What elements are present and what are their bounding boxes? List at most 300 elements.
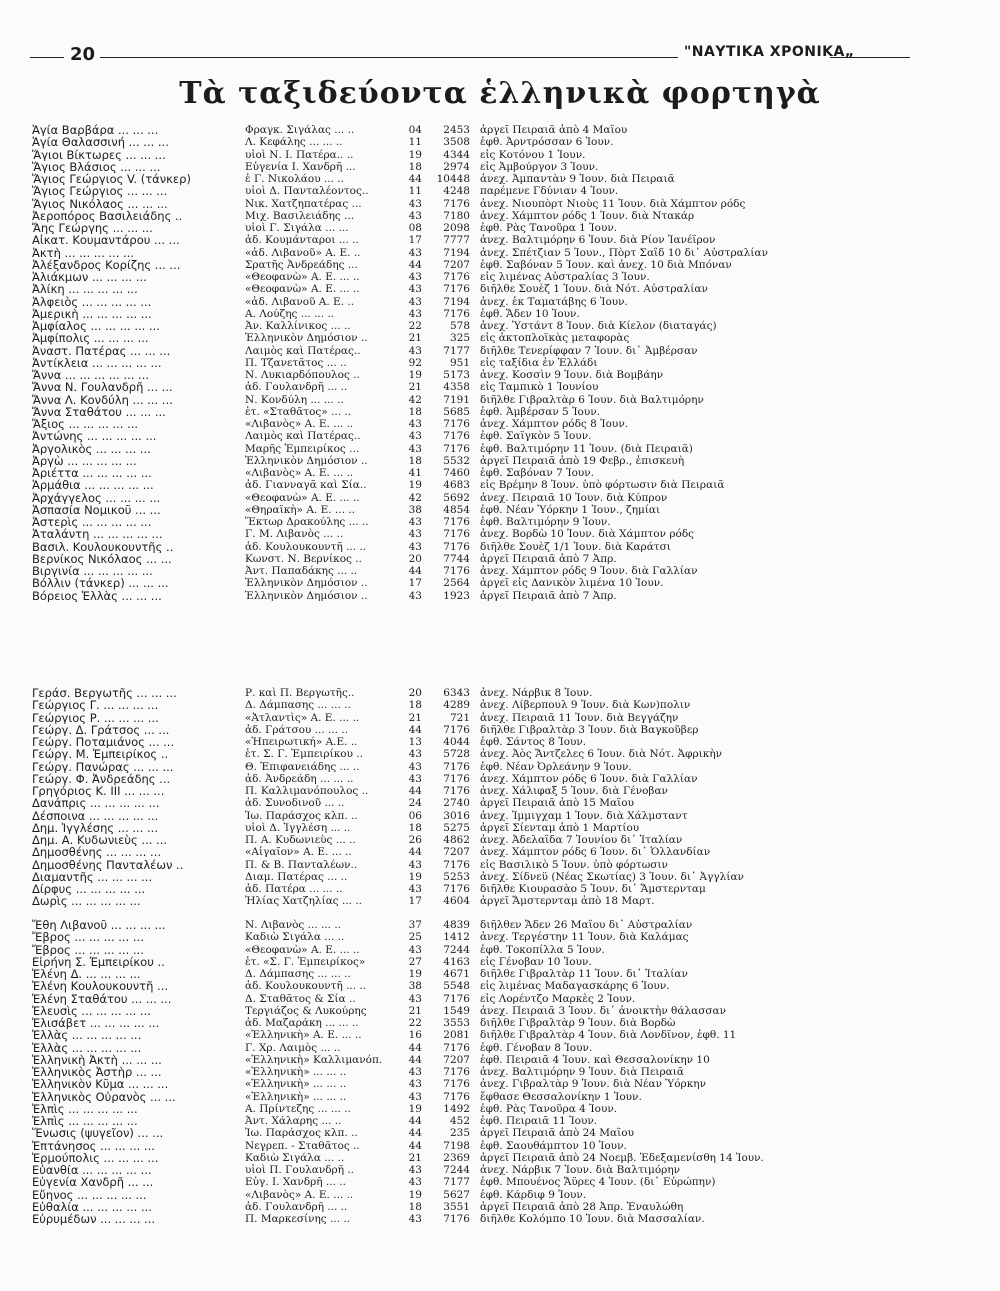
ship-status: ἐφθ. Μπουένος Ἄϋρες 4 Ἰουν. (δι᾽ Εὐρώπην) [480, 1176, 716, 1189]
ship-status: ἀργεῖ Πειραιᾶ ἀπὸ 7 Ἀπρ. [480, 552, 617, 565]
ship-owner: ἑτ. Σ. Γ. Ἐμπειρίκου .. [245, 748, 363, 761]
ship-owner: Μαρῆς Ἐμπειρίκος ... [245, 442, 360, 455]
table-row [32, 1213, 892, 1225]
ship-owner: ἀδ. Γράτσου ... ... .. [245, 723, 349, 736]
ship-name: Ἄξιος ... ... ... ... ... [32, 418, 139, 431]
table-row [32, 761, 892, 773]
table-row [32, 1201, 892, 1213]
ship-tonnage: 4854 [443, 503, 470, 516]
ship-owner: «ἀδ. Λιβανοῦ Α. Ε. .. [245, 295, 355, 308]
ship-tonnage: 7194 [443, 295, 470, 308]
table-row [32, 1152, 892, 1164]
ship-table-group-g [32, 687, 892, 908]
ship-name: Ἐλευσὶς ... ... ... ... ... [32, 1004, 151, 1017]
ship-name: Εὐγενία Χανδρῆ ... ... [32, 1176, 154, 1189]
ship-year: 43 [408, 418, 422, 430]
table-row [32, 846, 892, 858]
table-row [32, 247, 892, 259]
ship-owner: «Ἑλληνικὴ» ... ... .. [245, 1090, 347, 1103]
ship-owner: Εὐγ. Ι. Χανδρῆ ... .. [245, 1176, 346, 1189]
ship-year: 44 [408, 173, 422, 185]
ship-year: 21 [408, 1004, 422, 1017]
ship-status: ἀργεῖ Πειραιᾶ ἀπὸ 24 Νοεμβ. Ἐδεξαμενίσθη 14 Ἰουν. [480, 1151, 764, 1164]
table-row [32, 883, 892, 895]
table-row [32, 504, 892, 516]
table-row [32, 492, 892, 504]
ship-year: 44 [408, 785, 422, 797]
ship-name: Ἀλφειὸς ... ... ... ... ... [32, 295, 152, 308]
ship-owner: Ν. Λυκιαρδόπουλος .. [245, 369, 360, 381]
ship-name: Δημ. Ἰγγλέσης ... ... ... [32, 821, 158, 834]
ship-name: Ἅγιος Νικόλαος ... ... ... [32, 197, 168, 210]
ship-status: ἐφθ. Νέαν Ὑόρκην 1 Ἰουν., ζημίαι [480, 503, 661, 516]
ship-name: Ἀμφίπολις ... ... ... ... [32, 332, 149, 345]
table-row [32, 1127, 892, 1139]
ship-owner: ἀδ. Γουλανδρῆ ... .. [245, 381, 348, 394]
ship-owner: Δ. Σταθᾶτος & Σία .. [245, 992, 356, 1005]
table-row [32, 1115, 892, 1127]
ship-status: ἀνεχ. Ἀμπαντὰν 9 Ἰουν. διὰ Πειραιᾶ [480, 173, 675, 185]
ship-owner: Ἑλληνικὸν Δημόσιον .. [245, 454, 368, 467]
ship-status: εἰς Λορέντζο Μαρκὲς 2 Ἰουν. [480, 992, 636, 1005]
table-row [32, 859, 892, 871]
ship-owner: «Θεοφανὼ» Α. Ε. ... .. [245, 943, 360, 956]
ship-year: 27 [408, 955, 422, 968]
ship-name: Ἀρχάγγελος ... ... ... ... [32, 491, 161, 504]
ship-tonnage: 7777 [443, 234, 470, 247]
ship-tonnage: 2098 [443, 222, 470, 234]
table-row [32, 724, 892, 736]
ship-status: διῆλθεν Ἄδεν 26 Μαΐου δι᾽ Αὐστραλίαν [480, 919, 693, 931]
ship-year: 22 [408, 320, 422, 332]
ship-tonnage: 4604 [443, 895, 470, 908]
ship-status: ἀνεχ. Χάμπτον ρόδς 1 Ἰουν. διὰ Ντακάρ [480, 209, 695, 222]
ship-year: 08 [408, 222, 422, 234]
ship-tonnage: 3551 [443, 1200, 470, 1213]
ship-status: ἀργεῖ Πειραιᾶ ἀπὸ 28 Ἀπρ. Ἐναυλώθη [480, 1200, 684, 1213]
page-number: 20 [70, 44, 96, 65]
ship-status: εἰς Βρέμην 8 Ἰουν. ὑπὸ φόρτωσιν διὰ Πειραιᾶ [480, 479, 725, 492]
ship-name: Ἑλένη Δ. ... ... ... ... [32, 968, 141, 981]
ship-year: 38 [408, 980, 422, 993]
ship-tonnage: 7176 [443, 1078, 470, 1091]
table-row [32, 161, 892, 173]
ship-tonnage: 4044 [443, 736, 470, 748]
ship-tonnage: 4839 [443, 919, 470, 931]
table-row [32, 590, 892, 602]
ship-year: 19 [408, 1102, 422, 1115]
table-row [32, 956, 892, 968]
ship-tonnage: 5173 [443, 369, 470, 381]
table-row [32, 1091, 892, 1103]
ship-status: διῆλθε Γιβραλτὰρ 9 Ἰουν. διὰ Βορδὼ [480, 1017, 676, 1029]
ship-name: Ἑλληνικὸς Ἀστὴρ ... ... [32, 1066, 162, 1079]
ship-year: 18 [408, 405, 422, 418]
ship-owner: Γ. Χρ. Λαιμὸς ... .. [245, 1041, 341, 1054]
ship-status: ἀνεχ. ἐκ Ταματάβης 6 Ἰουν. [480, 295, 628, 308]
ship-status: διῆλθε Γιβραλτὰρ 3 Ἰουν. διὰ Βαγκοῦβερ [480, 723, 699, 736]
table-row [32, 467, 892, 479]
ship-year: 18 [408, 160, 422, 173]
ship-tonnage: 7207 [443, 258, 470, 271]
ship-tonnage: 7176 [443, 528, 470, 541]
ship-year: 43 [408, 883, 422, 895]
ship-tonnage: 10448 [436, 173, 470, 185]
table-row [32, 357, 892, 369]
ship-year: 38 [408, 503, 422, 516]
ship-year: 43 [408, 344, 422, 357]
ship-status: ἀνεχ. Λίβερπουλ 9 Ἰουν. διὰ Κων)πολιν [480, 699, 691, 712]
ship-name: Ἐλισάβετ ... ... ... ... ... [32, 1017, 160, 1030]
ship-year: 44 [408, 1139, 422, 1152]
ship-year: 37 [408, 919, 422, 931]
ship-name: Εὐρυμέδων ... ... ... ... [32, 1213, 155, 1226]
ship-owner: ἀδ. Κουλουκουντῆ ... .. [245, 980, 367, 993]
ship-name: Ἔβρος ... ... ... ... ... [32, 931, 144, 944]
ship-owner: υἱοὶ Δ. Πανταλέοντος.. [245, 185, 369, 198]
ship-name: Ἅγιος Γεώργιος ... ... ... [32, 185, 168, 198]
ship-owner: «Ἀτλαντὶς» Α. Ε. ... .. [245, 711, 360, 724]
ship-name: Εὔηνος ... ... ... ... ... [32, 1188, 147, 1201]
ship-tonnage: 452 [449, 1115, 470, 1127]
table-row [32, 443, 892, 455]
ship-status: εἰς Ἀμβούργον 3 Ἰουν. [480, 160, 599, 173]
ship-owner: ἑτ. «Σ. Γ. Ἐμπειρίκος» [245, 955, 366, 968]
ship-name: Ἐπτάνησος ... ... ... ... [32, 1139, 155, 1152]
ship-year: 19 [408, 968, 422, 980]
ship-name: Βόλλιν (τάνκερ) ... ... ... [32, 577, 169, 590]
ship-year: 43 [408, 858, 422, 871]
ship-owner: Α. Πρίντεζης ... ... .. [245, 1102, 351, 1115]
ship-name: Βερνίκος Νικόλαος ... ... [32, 552, 172, 565]
ship-year: 43 [408, 295, 422, 308]
ship-owner: Π. Καλλιμανόπουλος .. [245, 785, 369, 797]
ship-tonnage: 2740 [443, 797, 470, 810]
ship-status: εἰς λιμένας Αὐστραλίας 3 Ἰουν. [480, 271, 650, 283]
ship-name: Εὐανθία ... ... ... ... ... [32, 1164, 152, 1177]
ship-tonnage: 5532 [443, 454, 470, 467]
ship-year: 43 [408, 1164, 422, 1176]
table-row [32, 406, 892, 418]
ship-name: Ἀκτὴ ... ... ... ... ... [32, 246, 134, 259]
ship-owner: «Θεοφανὼ» Α. Ε. ... .. [245, 271, 360, 283]
ship-owner: ἑ Γ. Νικολάου ... .. [245, 173, 344, 185]
ship-tonnage: 7176 [443, 442, 470, 455]
ship-owner: Ν. Κονδύλη ... ... .. [245, 393, 344, 406]
ship-name: Γεώργιος Ρ. ... ... ... ... [32, 711, 159, 724]
ship-name: Δημ. Α. Κυδωνιεὺς ... ... [32, 834, 168, 847]
ship-name: Ἄης Γεώργης ... ... ... [32, 222, 153, 235]
ship-status: ἐφθ. Πειραιᾶ 11 Ἰουν. [480, 1115, 598, 1127]
table-row [32, 810, 892, 822]
ship-tonnage: 7176 [443, 858, 470, 871]
ship-status: ἀνεχ. Σπέτζιαν 5 Ἰουν., Πὸρτ Σαΐδ 10 δι᾽ Αὐστραλίαν [480, 246, 768, 259]
page-title: Τὰ ταξιδεύοντα ἑλληνικὰ φορτηγὰ [179, 76, 821, 111]
table-row [32, 895, 892, 907]
ship-name: Ἀμερικὴ ... ... ... ... ... [32, 307, 152, 320]
table-row [32, 565, 892, 577]
ship-name: Δέσποινα ... ... ... ... ... [32, 809, 159, 822]
ship-status: ἐφθ. Ρὰς Τανοῦρα 1 Ἰουν. [480, 222, 618, 234]
ship-year: 22 [408, 1017, 422, 1029]
ship-owner: ἀδ. Γιανναγᾶ καὶ Σία.. [245, 479, 367, 492]
ship-name: Ἀργολικὸς ... ... ... ... [32, 442, 151, 455]
table-row [32, 712, 892, 724]
ship-year: 43 [408, 992, 422, 1005]
ship-tonnage: 7244 [443, 943, 470, 956]
ship-year: 43 [408, 1213, 422, 1225]
ship-name: Ἑρμούπολις ... ... ... ... [32, 1151, 159, 1164]
ship-status: ἐφθ. Σαϊγκὸν 5 Ἰουν. [480, 430, 592, 443]
ship-name: Ἀλίκη ... ... ... ... ... [32, 283, 138, 296]
ship-tonnage: 7176 [443, 197, 470, 210]
ship-year: 20 [408, 552, 422, 565]
ship-owner: Ρ. καὶ Π. Βεργωτῆς.. [245, 687, 355, 699]
ship-name: Ἅγιος Γεώργιος V. (τάνκερ) [32, 173, 191, 186]
ship-year: 43 [408, 1090, 422, 1103]
ship-year: 43 [408, 246, 422, 259]
ship-year: 92 [408, 356, 422, 369]
table-row [32, 210, 892, 222]
ship-tonnage: 7176 [443, 883, 470, 895]
ship-year: 44 [408, 1127, 422, 1140]
ship-owner: υἱοὶ Ν. Ι. Πατέρα.. .. [245, 148, 354, 161]
ship-owner: «Ἑλληνικὴ» Α. Ε. ... .. [245, 1029, 362, 1042]
ship-owner: Π. Μαρκεσίνης ... .. [245, 1213, 351, 1225]
ship-tonnage: 2974 [443, 160, 470, 173]
table-row [32, 1029, 892, 1041]
ship-year: 43 [408, 1176, 422, 1189]
ship-name: Γεώργ. Πανώρας ... ... ... [32, 760, 174, 773]
ship-status: διῆλθε Γιβραλτὰρ 4 Ἰουν. διὰ Λονδῖνον, ἐφθ. 11 [480, 1029, 737, 1042]
ship-year: 17 [408, 577, 422, 590]
table-row [32, 369, 892, 381]
ship-year: 21 [408, 381, 422, 394]
ship-year: 26 [408, 834, 422, 846]
table-row [32, 993, 892, 1005]
ship-name: Ἑλληνικὴ Ἀκτὴ ... ... ... [32, 1053, 162, 1066]
ship-tonnage: 7176 [443, 772, 470, 785]
ship-status: ἀνεχ. Πειραιᾶ 3 Ἰουν. δι᾽ ἀνοικτὴν θάλασσαν [480, 1004, 727, 1017]
ship-owner: Δ. Δάμπασης ... ... .. [245, 699, 351, 712]
ship-tonnage: 7177 [443, 1176, 470, 1189]
ship-owner: ἀδ. Μαζαράκη ... ... .. [245, 1017, 359, 1029]
ship-owner: υἱοὶ Γ. Σιγάλα ... ... [245, 222, 349, 234]
table-row [32, 541, 892, 553]
ship-status: ἐφθ. Ἀμβέρσαν 5 Ἰουν. [480, 405, 600, 418]
table-row [32, 687, 892, 699]
header-rule-left [30, 57, 64, 58]
table-row [32, 1005, 892, 1017]
ship-name: Ἔθη Λιβανοῦ ... ... ... ... [32, 919, 166, 932]
ship-owner: Νεγρεπ. - Σταθᾶτος .. [245, 1139, 360, 1152]
table-row [32, 516, 892, 528]
table-row [32, 822, 892, 834]
ship-owner: Ἀντ. Χάλαρης ... .. [245, 1115, 342, 1127]
table-row [32, 1140, 892, 1152]
ship-status: ἐφθ. Βαλτιμόρην 11 Ἰουν. (διὰ Πειραιᾶ) [480, 442, 693, 455]
ship-status: ἐφθ. Κάρδιφ 9 Ἰουν. [480, 1188, 587, 1201]
ship-name: Ἄννα Ν. Γουλανδρῆ ... ... [32, 381, 173, 394]
ship-tonnage: 235 [449, 1127, 470, 1140]
ship-name: Ἑλλὰς ... ... ... ... ... [32, 1041, 142, 1054]
ship-owner: «Ἑλληνικὴ» Καλλιμανόπ. [245, 1053, 383, 1066]
ship-tonnage: 7176 [443, 1213, 470, 1225]
ship-status: ἀνεχ. Νάρβικ 8 Ἰουν. [480, 687, 593, 699]
ship-status: διῆλθε Σουὲζ 1/1 Ἰουν. διὰ Καράτσι [480, 540, 671, 553]
ship-tonnage: 578 [449, 320, 470, 332]
ship-year: 42 [408, 491, 422, 504]
ship-owner: ἀδ. Ἀνδρεάδη ... ... .. [245, 772, 354, 785]
ship-tonnage: 2369 [443, 1151, 470, 1164]
ship-year: 44 [408, 1115, 422, 1127]
ship-tonnage: 7207 [443, 1053, 470, 1066]
ship-owner: ἑτ. «Σταθᾶτος» ... .. [245, 405, 352, 418]
ship-table-group-a [32, 124, 892, 602]
ship-year: 42 [408, 393, 422, 406]
ship-year: 04 [408, 124, 422, 136]
ship-name: Ἀσπασία Νομικοῦ ... ... [32, 503, 161, 516]
ship-tonnage: 3553 [443, 1017, 470, 1029]
table-row [32, 124, 892, 136]
ship-name: Γεώργ. Μ. Ἐμπειρίκος .. [32, 748, 169, 761]
ship-tonnage: 1412 [443, 931, 470, 944]
ship-year: 18 [408, 454, 422, 467]
ship-name: Δημοσθένης ... ... ... ... [32, 846, 161, 859]
ship-status: εἰς Κοτόνου 1 Ἰουν. [480, 148, 586, 161]
ship-tonnage: 7176 [443, 1090, 470, 1103]
ship-tonnage: 5728 [443, 748, 470, 761]
ship-year: 43 [408, 197, 422, 210]
ship-name: Δανάπρις ... ... ... ... ... [32, 797, 160, 810]
ship-status: ἐφθ. Ἄδεν 10 Ἰουν. [480, 307, 580, 320]
ship-name: Δίρφυς ... ... ... ... ... [32, 883, 146, 896]
table-row [32, 345, 892, 357]
ship-year: 20 [408, 687, 422, 699]
ship-owner: «Θεοφανὼ» Α. Ε. ... .. [245, 491, 360, 504]
ship-name: Ἕνωσις (ψυγεῖον) ... ... [32, 1127, 164, 1140]
ship-status: ἐφθ. Σαβόναν 5 Ἰουν. καὶ ἀνεχ. 10 διὰ Μπόναν [480, 258, 732, 271]
ship-owner: Νικ. Χατζηπατέρας ... [245, 197, 362, 210]
ship-tonnage: 7176 [443, 992, 470, 1005]
ship-tonnage: 7191 [443, 393, 470, 406]
table-row [32, 1017, 892, 1029]
ship-name: Ἑλένη Κουλουκουντῆ ... [32, 980, 169, 993]
table-row [32, 699, 892, 711]
ship-owner: «Αἰγαῖον» Α. Ε. ... .. [245, 846, 352, 859]
ship-tonnage: 2564 [443, 577, 470, 590]
ship-owner: Καδιὼ Σιγάλα ... .. [245, 1151, 345, 1164]
ship-owner: Ν. Λιβανὸς ... ... .. [245, 919, 342, 931]
ship-name: Ἀταλάντη ... ... ... ... ... [32, 528, 163, 541]
ship-tonnage: 5548 [443, 980, 470, 993]
table-row [32, 748, 892, 760]
ship-status: ἐφθ. Σάντος 8 Ἰουν. [480, 736, 587, 748]
ship-status: ἀργεῖ εἰς Δανικὸν λιμένα 10 Ἰουν. [480, 577, 664, 590]
ship-owner: Κωνστ. Ν. Βερνίκος .. [245, 552, 362, 565]
table-row [32, 980, 892, 992]
ship-name: Εἰρήνη Σ. Ἐμπειρίκου .. [32, 955, 165, 968]
ship-year: 43 [408, 271, 422, 283]
ship-owner: Θ. Ἐπιφανειάδης ... .. [245, 760, 360, 773]
ship-owner: υἱοὶ Δ. Ἰγγλέση ... .. [245, 821, 351, 834]
table-row [32, 149, 892, 161]
table-row [32, 1176, 892, 1188]
ship-tonnage: 7194 [443, 246, 470, 259]
ship-owner: Ἑλληνικὸν Δημόσιον .. [245, 589, 368, 602]
ship-year: 11 [408, 185, 422, 198]
ship-name: Ἀργὼ ... ... ... ... ... [32, 454, 137, 467]
ship-name: Βιργινία ... ... ... ... ... [32, 565, 153, 578]
ship-year: 43 [408, 760, 422, 773]
table-row [32, 320, 892, 332]
ship-tonnage: 2081 [443, 1029, 470, 1042]
ship-status: ἀνεχ. Γιβραλτὰρ 9 Ἰουν. διὰ Νέαν Ὑόρκην [480, 1078, 706, 1091]
ship-year: 43 [408, 307, 422, 320]
ship-name: Γεώργιος Γ. ... ... ... ... [32, 699, 159, 712]
table-row [32, 1189, 892, 1201]
ship-year: 43 [408, 516, 422, 528]
ship-status: ἀνεχ. Νιουπὸρτ Νιοὺς 11 Ἰουν. διὰ Χάμπτον ρόδς [480, 197, 746, 210]
ship-status: ἔφθασε Θεσσαλονίκην 1 Ἰουν. [480, 1090, 642, 1103]
ship-tonnage: 7207 [443, 846, 470, 859]
ship-year: 19 [408, 148, 422, 161]
ship-tonnage: 7176 [443, 785, 470, 797]
ship-tonnage: 325 [449, 332, 470, 345]
table-row [32, 944, 892, 956]
ship-owner: Τεργιάζος & Λυκούρης [245, 1004, 367, 1017]
ship-tonnage: 4671 [443, 968, 470, 980]
ship-year: 43 [408, 528, 422, 541]
ship-owner: Διαμ. Πατέρας ... .. [245, 870, 348, 883]
ship-name: Δημοσθένης Πανταλέων .. [32, 858, 184, 871]
table-row [32, 185, 892, 197]
ship-year: 21 [408, 332, 422, 345]
ship-status: ἀνεχ. Τεργέστην 11 Ἰουν. διὰ Καλάμας [480, 931, 689, 944]
ship-year: 18 [408, 699, 422, 712]
ship-owner: Γ. Μ. Λιβανὸς ... .. [245, 528, 344, 541]
ship-tonnage: 7176 [443, 430, 470, 443]
ship-year: 43 [408, 589, 422, 602]
table-row [32, 394, 892, 406]
table-row [32, 308, 892, 320]
ship-tonnage: 2453 [443, 124, 470, 136]
table-row [32, 1066, 892, 1078]
ship-owner: Σρατῆς Ἀνδρεάδης ... [245, 258, 358, 271]
ship-tonnage: 5692 [443, 491, 470, 504]
ship-year: 43 [408, 442, 422, 455]
ship-owner: υἱοὶ Π. Γουλανδρῆ .. [245, 1164, 355, 1176]
ship-owner: Ἕκτωρ Δρακούλης ... .. [245, 516, 369, 528]
ship-tonnage: 5685 [443, 405, 470, 418]
ship-year: 44 [408, 1053, 422, 1066]
ship-year: 17 [408, 895, 422, 908]
table-row [32, 455, 892, 467]
ship-year: 44 [408, 1041, 422, 1054]
ship-name: Ἐλπὶς ... ... ... ... ... [32, 1102, 138, 1115]
ship-status: ἐφθ. Σαβόναν 7 Ἰουν. [480, 467, 594, 479]
ship-status: ἀργεῖ Πειραιᾶ ἀπὸ 15 Μαΐου [480, 797, 634, 810]
table-row [32, 919, 892, 931]
ship-owner: «Ἡπειρωτική» Α.Ε. .. [245, 736, 358, 748]
ship-owner: Π. Α. Κυδωνιεὺς ... .. [245, 834, 356, 846]
ship-status: εἰς Γένοβαν 10 Ἰουν. [480, 955, 592, 968]
ship-owner: «Ἑλληνικὴ» ... ... .. [245, 1066, 347, 1078]
table-row [32, 381, 892, 393]
ship-year: 43 [408, 283, 422, 296]
ship-year: 43 [408, 772, 422, 785]
ship-owner: «Λιβανὸς» Α. Ε. ... .. [245, 1188, 354, 1201]
